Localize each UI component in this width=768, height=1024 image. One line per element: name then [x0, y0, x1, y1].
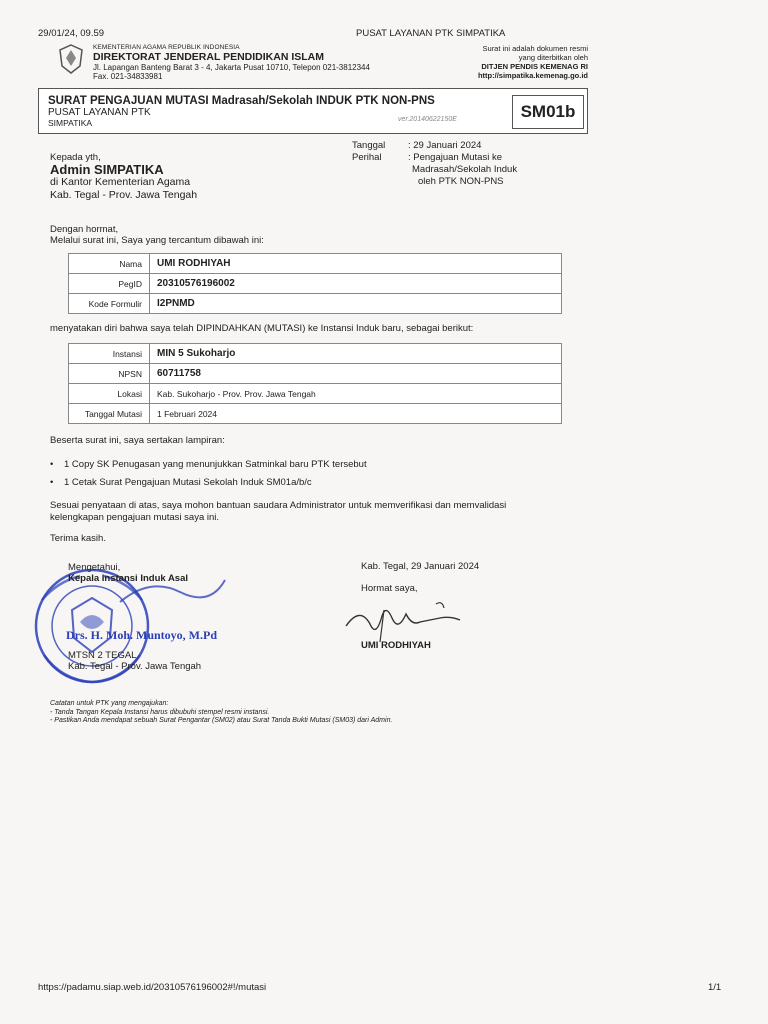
- table-row: [69, 344, 562, 364]
- footer-url: https://padamu.siap.web.id/20310576196002#!/mutasi: [38, 982, 267, 993]
- notice-url: http://simpatika.kemenag.go.id: [477, 71, 588, 80]
- approver-role: Kepala Instansi Induk Asal: [68, 573, 189, 584]
- form-code: SM01b: [512, 95, 584, 129]
- table-row: [69, 294, 562, 314]
- table-row: [69, 364, 562, 384]
- approve-label: Mengetahui,: [68, 562, 121, 573]
- form-code-label: Kode Formulir: [69, 294, 150, 314]
- thanks-text: Terima kasih.: [50, 533, 106, 544]
- institution-table: [68, 343, 562, 424]
- subject-label: Perihal: [352, 152, 382, 163]
- print-title: PUSAT LAYANAN PTK SIMPATIKA: [356, 28, 506, 39]
- approver-location: Kab. Tegal - Prov. Jawa Tengah: [68, 661, 202, 672]
- signer-name: UMI RODHIYAH: [361, 640, 431, 651]
- official-notice: Surat ini adalah dokumen resmi yang diterbitkan oleh: [482, 44, 588, 62]
- statement-text: menyatakan diri bahwa saya telah DIPINDAHKAN (MUTASI) ke Instansi Induk baru, sebagai berikut:: [50, 323, 474, 334]
- intro-text: Melalui surat ini, Saya yang tercantum dibawah ini:: [50, 235, 264, 246]
- instansi-label: Instansi: [69, 344, 150, 364]
- recipient-region: Kab. Tegal - Prov. Jawa Tengah: [50, 189, 198, 201]
- notes: Catatan untuk PTK yang mengajukan: - Tanda Tangan Kepala Instansi harus dibubuhi stempel resmi instansi. - Pastikan Anda mendapat sebuah Surat Pengantar (SM02) atau Surat Tanda Bukti Mutasi (SM03) dari Admin.: [50, 700, 393, 724]
- pegid-label: PegID: [69, 274, 150, 294]
- form-code-value: I2PNMD: [150, 294, 562, 314]
- recipient-greeting: Kepada yth,: [50, 152, 101, 163]
- pegid-value: 20310576196002: [150, 274, 562, 294]
- recipient-name: Admin SIMPATIKA: [50, 162, 164, 177]
- list-item: • 1 Cetak Surat Pengajuan Mutasi Sekolah Induk SM01a/b/c: [64, 477, 312, 488]
- signer-closing: Hormat saya,: [361, 583, 418, 594]
- tanggal-mutasi-value: 1 Februari 2024: [150, 404, 562, 424]
- table-row: [69, 384, 562, 404]
- notice-org: DITJEN PENDIS KEMENAG RI: [481, 62, 588, 71]
- name-label: Nama: [69, 254, 150, 274]
- lokasi-value: Kab. Sukoharjo - Prov. Prov. Jawa Tengah: [150, 384, 562, 404]
- form-subtitle-2: SIMPATIKA: [48, 118, 93, 128]
- ministry-name: KEMENTERIAN AGAMA REPUBLIK INDONESIA: [93, 44, 240, 51]
- list-item: • 1 Copy SK Penugasan yang menunjukkan Satminkal baru PTK tersebut: [64, 459, 367, 470]
- signer-signature-icon: [340, 596, 470, 646]
- name-value: UMI RODHIYAH: [150, 254, 562, 274]
- form-title: SURAT PENGAJUAN MUTASI Madrasah/Sekolah INDUK PTK NON-PNS: [48, 95, 435, 107]
- date-value: : 29 Januari 2024: [408, 140, 482, 151]
- date-label: Tanggal: [352, 140, 386, 151]
- npsn-label: NPSN: [69, 364, 150, 384]
- request-line-1: Sesuai penyataan di atas, saya mohon bantuan saudara Administrator untuk memverifikasi dan memvalidasi: [50, 500, 507, 511]
- table-row: [69, 404, 562, 424]
- form-subtitle: PUSAT LAYANAN PTK: [48, 107, 151, 118]
- approver-name: Drs. H. Moh. Muntoyo, M.Pd: [66, 628, 217, 642]
- table-row: [69, 274, 562, 294]
- letterhead-address: Jl. Lapangan Banteng Barat 3 - 4, Jakarta Pusat 10710, Telepon 021-3812344 Fax. 021-34833981: [93, 63, 370, 81]
- page-number: 1/1: [708, 982, 722, 993]
- identity-table: [68, 253, 562, 314]
- approver-school: MTSN 2 TEGAL: [68, 650, 137, 661]
- table-row: [69, 254, 562, 274]
- recipient-office: di Kantor Kementerian Agama: [50, 176, 191, 188]
- instansi-value: MIN 5 Sukoharjo: [150, 344, 562, 364]
- npsn-value: 60711758: [150, 364, 562, 384]
- lokasi-label: Lokasi: [69, 384, 150, 404]
- approver-signature-icon: [110, 572, 230, 612]
- tanggal-mutasi-label: Tanggal Mutasi: [69, 404, 150, 424]
- signer-place-date: Kab. Tegal, 29 Januari 2024: [361, 561, 480, 572]
- print-datetime: 29/01/24, 09.59: [38, 28, 105, 39]
- request-line-2: kelengkapan pengajuan mutasi saya ini.: [50, 512, 220, 523]
- subject-value: : Pengajuan Mutasi ke Madrasah/Sekolah Induk oleh PTK NON-PNS: [408, 152, 518, 187]
- form-version: ver.20140622150E: [398, 116, 457, 123]
- ministry-logo-icon: [58, 44, 84, 74]
- salutation: Dengan hormat,: [50, 224, 119, 235]
- directorate-name: DIREKTORAT JENDERAL PENDIDIKAN ISLAM: [93, 51, 325, 63]
- attachment-intro: Beserta surat ini, saya sertakan lampiran:: [50, 435, 225, 446]
